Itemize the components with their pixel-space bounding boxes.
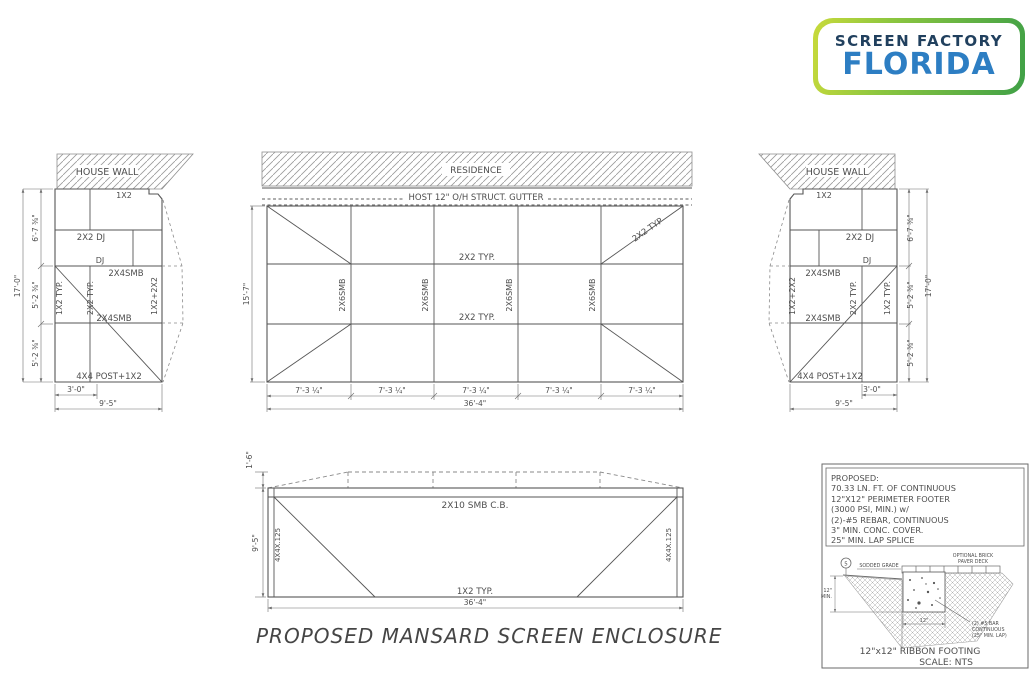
plan-dimensions <box>250 206 683 412</box>
member-label-1x2: 1X2 <box>116 191 132 200</box>
frame-members <box>790 189 897 382</box>
footing-depth-min: MIN. <box>820 594 832 600</box>
residence-label: RESIDENCE <box>450 166 502 176</box>
footing-width-value: 12" <box>919 618 929 624</box>
plan-dim-bay-2: 7'-3 ¼" <box>378 386 406 395</box>
side-view-right <box>759 154 933 412</box>
note-line-6: 3" MIN. CONC. COVER. <box>831 525 924 535</box>
elevation-dim-mansard: 1'-6" <box>245 451 254 469</box>
logo-bottom-text: FLORIDA <box>842 47 996 82</box>
plan-smb-3: 2X6SMB <box>505 278 514 312</box>
member-label-1x2-2x2: 1X2+2X2 <box>788 276 797 316</box>
logo-top-text: SCREEN FACTORY <box>834 31 1004 50</box>
plan-dim-depth: 15'-7" <box>242 282 251 306</box>
projection-dashes <box>162 200 183 382</box>
paver-note-line1: OPTIONAL BRICK <box>952 554 994 559</box>
dim-seg-bot: 5'-2 ⅜" <box>906 339 915 367</box>
elevation-beam-label: 2X10 SMB C.B. <box>441 501 509 511</box>
rebar-note-line3: (25" MIN. LAP) <box>972 634 1007 639</box>
detail-scale: SCALE: NTS <box>919 657 973 668</box>
side-view-left <box>13 154 193 412</box>
plan-smb-2: 2X6SMB <box>421 278 430 312</box>
member-label-2x4smb-upper: 2X4SMB <box>805 269 841 279</box>
member-label-2x4smb-lower: 2X4SMB <box>96 314 132 324</box>
note-line-2: 70.33 LN. FT. OF CONTINUOUS <box>831 483 956 493</box>
dim-seg-top: 6'-7 ⅜" <box>31 214 40 242</box>
footing-concrete <box>903 572 945 612</box>
plan-2x2typ-diagonal: 2X2 TYP <box>630 216 665 245</box>
house-wall-label: HOUSE WALL <box>75 167 139 178</box>
note-line-1: PROPOSED: <box>831 473 879 483</box>
dim-height: 17'-0" <box>924 274 933 298</box>
member-label-post: 4X4 POST+1X2 <box>76 372 142 382</box>
logo-background <box>818 23 1020 90</box>
logo <box>813 18 1025 95</box>
note-line-7: 25" MIN. LAP SPLICE <box>831 535 915 545</box>
elevation-post-right-label: 4X4X.125 <box>665 527 673 563</box>
member-label-post: 4X4 POST+1X2 <box>797 372 863 382</box>
member-label-2x2dj: 2X2 DJ <box>845 233 875 243</box>
member-label-2x4smb-upper: 2X4SMB <box>108 269 144 279</box>
plan-smb-1: 2X6SMB <box>338 278 347 312</box>
elevation-post-left-label: 4X4X.125 <box>274 527 282 563</box>
plan-frame <box>267 206 683 382</box>
projection-dashes <box>769 200 790 382</box>
footing-depth-value: 12" <box>823 588 832 594</box>
plan-dim-width: 36'-4" <box>463 399 487 408</box>
plan-dim-bay-5: 7'-3 ¼" <box>628 386 656 395</box>
elevation-dim-width: 36'-4" <box>463 598 487 607</box>
elevation-dim-height: 9'-5" <box>251 534 260 552</box>
dim-seg-bot: 5'-2 ⅜" <box>31 339 40 367</box>
member-label-2x2dj: 2X2 DJ <box>76 233 106 243</box>
plan-dim-bay-3: 7'-3 ¼" <box>462 386 490 395</box>
member-label-1x2typ: 1X2 TYP. <box>883 280 892 316</box>
plan-2x2typ-lower: 2X2 TYP. <box>458 313 496 323</box>
plan-dim-bay-1: 7'-3 ¼" <box>295 386 323 395</box>
member-label-1x2typ: 1X2 TYP. <box>55 280 64 316</box>
grade-label: SODDED GRADE <box>859 564 899 569</box>
frame-outline <box>790 189 897 382</box>
plan-dim-bay-4: 7'-3 ¼" <box>545 386 573 395</box>
frame-outline <box>55 189 162 382</box>
member-label-2x4smb-lower: 2X4SMB <box>805 314 841 324</box>
note-line-4: (3000 PSI, MIN.) w/ <box>831 504 909 514</box>
elevation-1x2typ-label: 1X2 TYP. <box>456 587 494 597</box>
drawing-title: PROPOSED MANSARD SCREEN ENCLOSURE <box>256 624 723 648</box>
dim-seg-top: 6'-7 ⅜" <box>906 214 915 242</box>
note-line-3: 12"X12" PERIMETER FOOTER <box>831 494 950 504</box>
member-label-dj: DJ <box>95 256 105 265</box>
dim-width: 9'-5" <box>835 399 853 408</box>
member-label-1x2-2x2: 1X2+2X2 <box>150 276 159 316</box>
dim-post-bay: 3'-0" <box>67 385 85 394</box>
plan-members <box>267 206 683 382</box>
dim-width: 9'-5" <box>99 399 117 408</box>
rebar-note-line1: (2) #5 BAR <box>972 622 999 627</box>
mansard-dashes <box>268 472 683 488</box>
note-line-5: (2)-#5 REBAR, CONTINUOUS <box>831 515 949 525</box>
plan-2x2typ-upper: 2X2 TYP. <box>458 253 496 263</box>
paver-note-line2: PAVER DECK <box>958 560 988 565</box>
member-label-1x2: 1X2 <box>816 191 832 200</box>
footing-detail-panel <box>821 464 1028 668</box>
gutter-label: HOST 12" O/H STRUCT. GUTTER <box>408 193 544 203</box>
grade-marker-number: 5 <box>844 561 848 568</box>
member-label-2x2typ: 2X2 TYP. <box>86 280 95 316</box>
footing-notes <box>831 473 956 545</box>
plan-view <box>242 152 692 412</box>
member-label-dj: DJ <box>862 256 872 265</box>
elevation-view <box>245 451 683 612</box>
dim-height: 17'-0" <box>13 274 22 298</box>
rebar-note-line2: CONTINUOUS <box>972 628 1005 633</box>
house-wall-label: HOUSE WALL <box>805 167 869 178</box>
dim-post-bay: 3'-0" <box>863 385 881 394</box>
dim-seg-mid: 5'-2 ⅜" <box>31 281 40 309</box>
dim-seg-mid: 5'-2 ⅜" <box>906 281 915 309</box>
member-label-2x2typ: 2X2 TYP. <box>849 280 858 316</box>
detail-title: 12"x12" RIBBON FOOTING <box>859 646 981 657</box>
plan-smb-4: 2X6SMB <box>588 278 597 312</box>
frame-members <box>55 189 162 382</box>
